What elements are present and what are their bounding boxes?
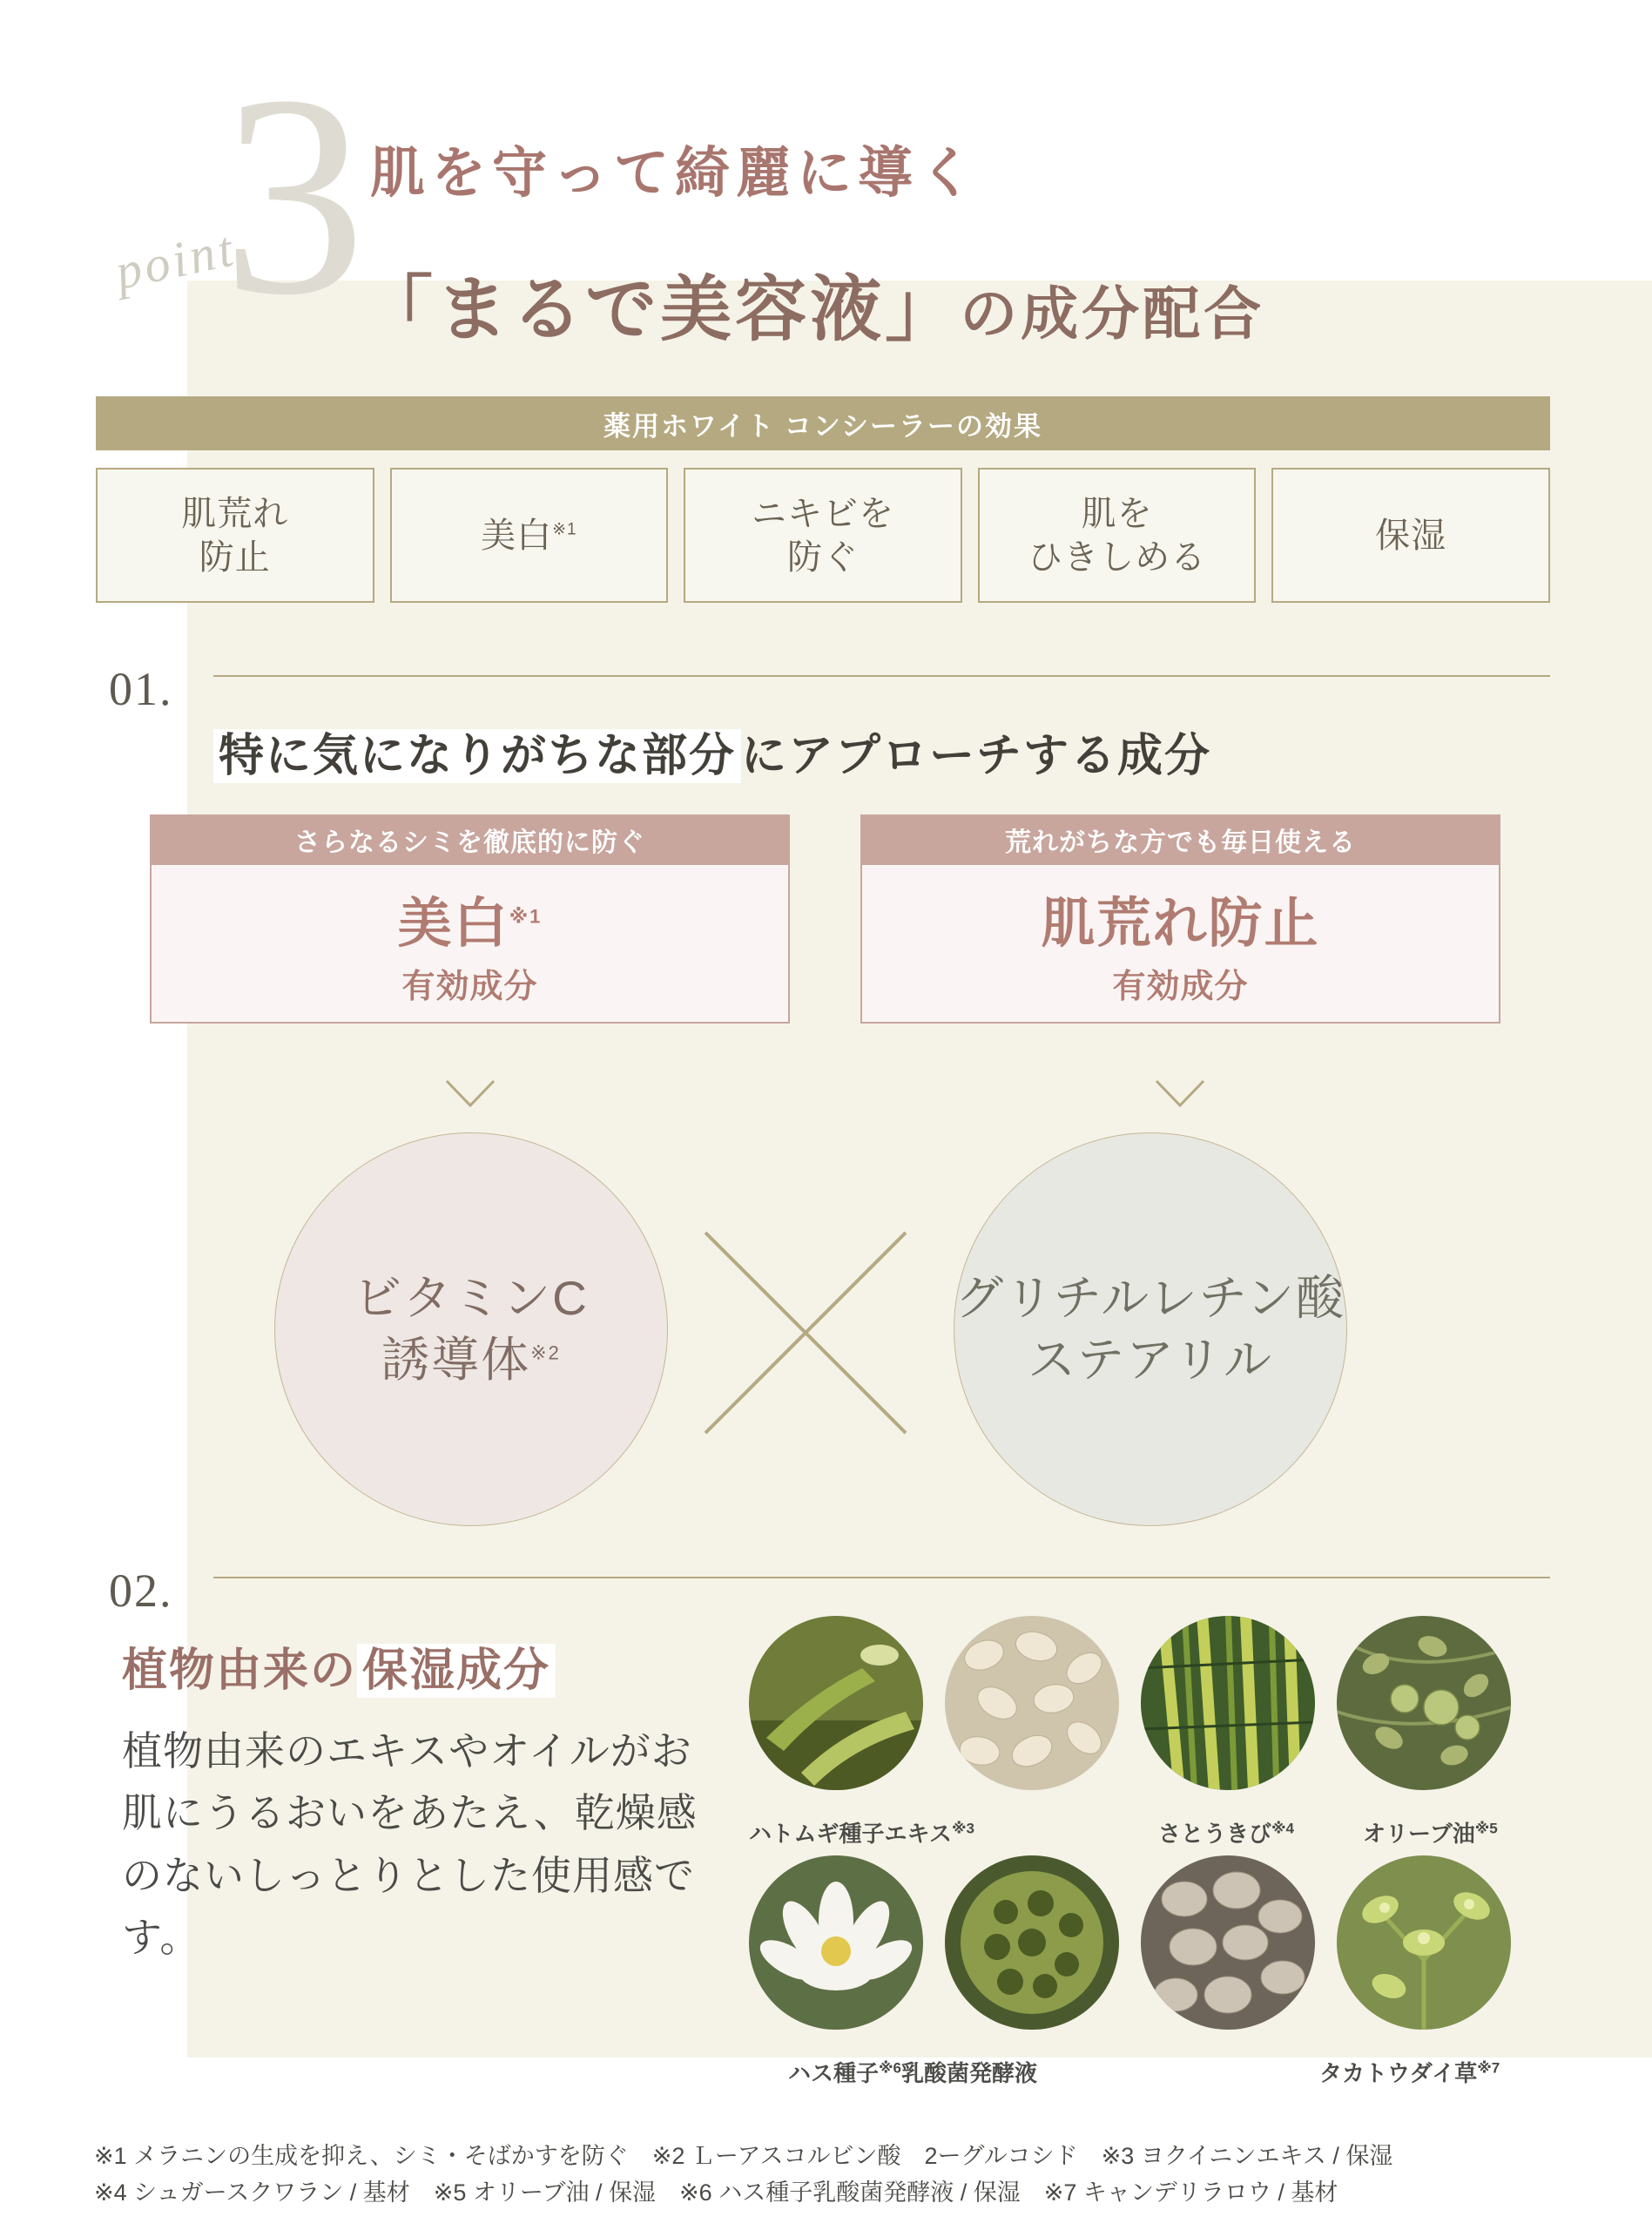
section-02-body: 植物由来のエキスやオイルがお肌にうるおいをあたえ、乾燥感のないしっとりとした使用感です。 <box>122 1728 698 1960</box>
ingredient-block-whitening-head: さらなるシミを徹底的に防ぐ <box>150 814 790 865</box>
caption-lactic-text: 乳酸菌発酵液 <box>901 2060 1038 2086</box>
takatoudai-photo <box>1337 1855 1511 2030</box>
ingredient-block-whitening-main <box>398 880 543 957</box>
effect-label-0: 肌荒れ 防止 <box>181 494 289 577</box>
hatomugi-photo <box>749 1616 923 1790</box>
lotus-seed-photo <box>1141 1855 1315 2030</box>
effect-label-2: ニキビを 防ぐ <box>751 494 894 577</box>
section-02-title-b: 保湿成分 <box>357 1644 556 1698</box>
effect-cell-0 <box>96 468 374 603</box>
page-title-line2-quoted: 「まるで美容液」 <box>361 270 961 349</box>
ingredient-block-antiirritation-head: 荒れがちな方でも毎日使える <box>860 814 1500 865</box>
ingredient-whitening-main-text: 美白 <box>397 894 509 954</box>
section-01-title-rest: にアプローチする成分 <box>741 731 1212 781</box>
effect-label-3: 肌を ひきしめる <box>1028 494 1207 577</box>
page-title-line2-rest: の成分配合 <box>960 281 1265 346</box>
page-title-line2 <box>361 253 1264 355</box>
section-02-title-a: 植物由来の <box>122 1645 358 1696</box>
caption-takatoudai-text: タカトウダイ草 <box>1319 2060 1478 2086</box>
ingredient-block-whitening-body <box>150 865 790 1024</box>
ingredient-circle-vitaminc-line2: 誘導体$^{※2}$ <box>381 1333 561 1387</box>
ingredient-block-whitening <box>150 814 790 1024</box>
effect-cell-4 <box>1271 468 1550 603</box>
ingredient-circle-vitaminc-line1: ビタミンC <box>354 1270 589 1325</box>
ingredient-circle-vitaminc <box>274 1132 668 1526</box>
caption-lotus-seed <box>788 2056 1037 2088</box>
point-label: point <box>110 220 241 301</box>
section-02-number: 02. <box>109 1564 173 1617</box>
ingredient-circle-vitaminc-sup: ※2 <box>530 1341 561 1364</box>
effect-label-1: 美白$^{※1}$ <box>481 516 577 555</box>
ingredient-block-antiirritation-body <box>860 865 1500 1024</box>
caption-hatomugi-text: ハトムギ種子エキス <box>749 1821 952 1847</box>
effect-cell-3 <box>978 468 1257 603</box>
point-number: 3 <box>222 37 366 355</box>
hatomugi-seed-photo <box>945 1616 1119 1790</box>
section-01-rule <box>213 675 1550 677</box>
point-mark <box>61 37 366 355</box>
chevron-down-icon-left <box>444 1078 496 1110</box>
lotus-pod-photo <box>945 1855 1119 2030</box>
effect-cell-1 <box>390 468 669 603</box>
effect-cell-2 <box>684 468 962 603</box>
cross-icon <box>697 1224 914 1442</box>
caption-sugarcane <box>1158 1816 1294 1848</box>
effects-row <box>96 468 1550 603</box>
caption-hatomugi <box>749 1816 974 1848</box>
ingredient-circle-glycyrrhetinate <box>954 1132 1347 1526</box>
section-01-title-highlight: 特に気になりがちな部分 <box>213 729 741 783</box>
caption-lotus-seed-sup: ※6 <box>879 2059 901 2077</box>
sugarcane-photo <box>1141 1616 1315 1790</box>
ingredient-circle-glycyrrhetinate-line2: ステアリル <box>1028 1333 1273 1387</box>
chevron-down-icon-right <box>1154 1078 1206 1110</box>
caption-olive <box>1363 1816 1498 1848</box>
caption-sugarcane-sup: ※4 <box>1271 1820 1294 1837</box>
ingredient-whitening-sup: ※1 <box>509 905 543 928</box>
caption-olive-text: オリーブ油 <box>1363 1821 1475 1847</box>
ingredient-block-whitening-sub: 有効成分 <box>401 969 538 1005</box>
section-02-title <box>122 1633 556 1699</box>
ingredient-circle-glycyrrhetinate-line1: グリチルレチン酸 <box>954 1270 1346 1325</box>
caption-lotus-seed-text: ハス種子 <box>788 2060 880 2086</box>
section-01-title <box>213 719 1211 784</box>
ingredient-block-antiirritation-sub: 有効成分 <box>1112 969 1249 1005</box>
effects-heading: 薬用ホワイト コンシーラーの効果 <box>96 396 1550 450</box>
ingredient-block-antiirritation <box>860 814 1500 1024</box>
olive-photo <box>1337 1616 1511 1790</box>
caption-hatomugi-sup: ※3 <box>951 1820 974 1837</box>
caption-olive-sup: ※5 <box>1474 1820 1498 1837</box>
footnotes <box>94 2139 1574 2212</box>
caption-takatoudai-sup: ※7 <box>1477 2059 1500 2077</box>
caption-sugarcane-text: さとうきび <box>1158 1821 1272 1847</box>
caption-takatoudai <box>1319 2056 1500 2088</box>
section-02-rule <box>213 1577 1550 1578</box>
footnote-line-1: ※1 メラニンの生成を抑え、シミ・そばかすを防ぐ ※2 Ｌーアスコルビン酸 2ーグルコシド ※3 ヨクイニンエキス / 保湿 <box>94 2143 1393 2169</box>
footnote-line-2: ※4 シュガースクワラン / 基材 ※5 オリーブ油 / 保湿 ※6 ハス種子乳酸菌発酵液 / 保湿 ※7 キャンデリラロウ / 基材 <box>94 2179 1338 2206</box>
lotus-flower-photo <box>749 1855 923 2030</box>
section-01-number: 01. <box>109 663 173 715</box>
page-title-line1: 肌を守って綺麗に導く <box>370 143 980 204</box>
ingredient-block-antiirritation-main: 肌荒れ防止 <box>1041 894 1320 954</box>
effect-label-4: 保湿 <box>1375 516 1447 555</box>
